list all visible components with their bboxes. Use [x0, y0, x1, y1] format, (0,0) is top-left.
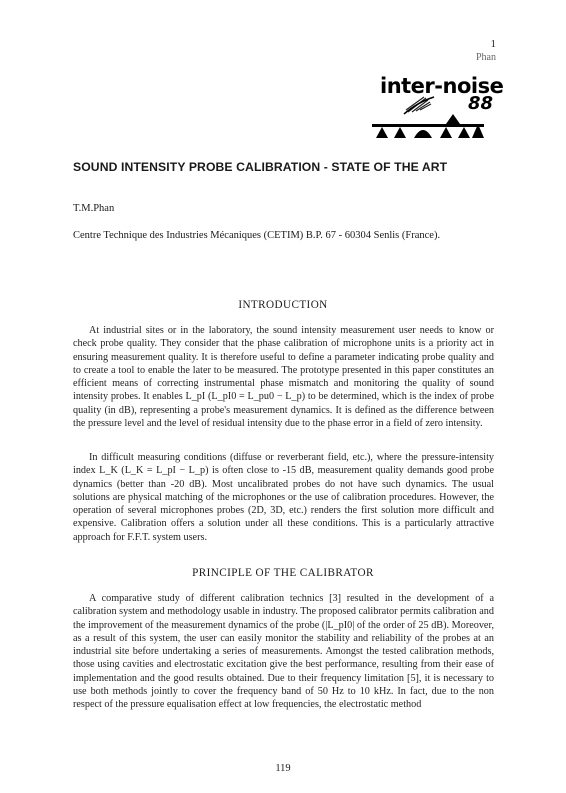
page-corner-header: [476, 38, 496, 64]
author-affiliation: Centre Technique des Industries Mécaniques (CETIM) B.P. 67 - 60304 Senlis (France).: [73, 230, 441, 241]
paragraph: A comparative study of different calibration technics [3] resulted in the development of a calibration system and methodology usable in industry. The proposed calibrator permits calibration and the improvement of the measurement dynamics of the probe (|L_pI0| of the order of 25 dB). Moreover, as a result of this system, the user can easily monitor the stability and reliability of the probes at an industrial site before undertaking a series of measurements. Amongst the tested calibration methods, those using cavities and electrostatic excitation give the best performance, resulting from their ease of implementation and the good results obtained. Due to their frequency limitation [5], it is necessary to use both methods jointly to cover the frequency band of 50 Hz to 10 kHz. In fact, due to the non respect of the pressure equalisation effect at low frequencies, the electrostatic method: [73, 593, 494, 710]
paper-title: SOUND INTENSITY PROBE CALIBRATION - STATE OF THE ART: [73, 160, 448, 174]
conference-logo: [368, 74, 504, 140]
paragraph: At industrial sites or in the laboratory, the sound intensity measurement user needs to know or check probe quality. They consider that the phase calibration of microphone units is a priority act in ensuring measurement quality. It is therefore useful to define a parameter indicating probe quality and to create a tool to enable the later to be measured. The prototype presented in this paper constitutes an efficient means of correcting instrumental phase mismatch and monitoring the quality of sound intensity probes. It enables L_pI (L_pI0 = L_pu0 − L_p) to be determined, which is the index of probe quality (in dB), representing a probe's measurement dynamics. It is defined as the difference between the pressure level and the level of residual intensity due to the phase error in a field of zero intensity.: [73, 325, 494, 429]
corner-page-number: 1: [490, 38, 496, 50]
logo-year: 88: [467, 93, 493, 114]
logo-emblem-icon: [368, 94, 493, 140]
paragraph: In difficult measuring conditions (diffuse or reverberant field, etc.), where the pressure-intensity index L_K (L_K = L_pI − L_p) is often close to -15 dB, measurement quality demands good probe dynamics (better than -20 dB). Most uncalibrated probes do not have such dynamics. The usual solutions are physical matching of the microphones or the use of calibration procedures. However, the operation of several microphones probes (2D, 3D, etc.) renders the first solution more difficult and expensive. Calibration offers a solution under all these conditions. This is a particularly attractive approach for F.F.T. system users.: [73, 452, 494, 543]
logo-name: inter-noise: [380, 74, 504, 98]
section-heading-principle: PRINCIPLE OF THE CALIBRATOR: [192, 567, 374, 579]
paper-author: T.M.Phan: [73, 203, 115, 214]
section-heading-introduction: INTRODUCTION: [238, 299, 328, 311]
corner-author: Phan: [476, 52, 496, 63]
page-number: 119: [275, 763, 291, 774]
